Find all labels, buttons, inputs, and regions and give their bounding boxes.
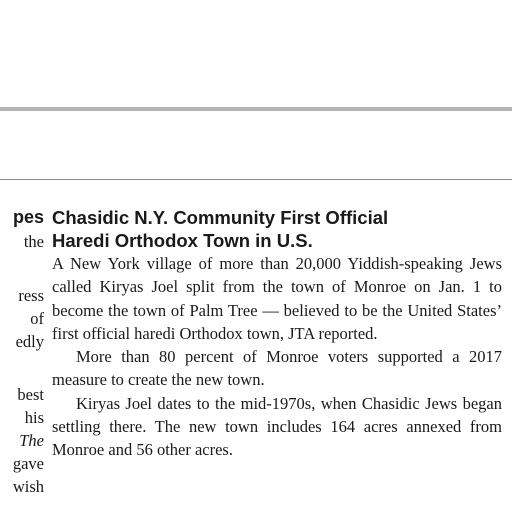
- adjacent-column-fragment: [0, 0, 44, 512]
- top-divider: [0, 107, 512, 111]
- adjacent-text-fragment: the: [23, 232, 44, 251]
- adjacent-headline-fragment: pes: [12, 207, 44, 227]
- headline-line: Haredi Orthodox Town in U.S.: [52, 230, 313, 251]
- article-headline: [52, 206, 502, 252]
- article-paragraph: More than 80 percent of Monroe voters supported a 2017 measure to create the new town.: [52, 347, 502, 390]
- news-article: [52, 206, 502, 462]
- adjacent-text-fragment: his: [24, 408, 44, 427]
- adjacent-text-fragment: of: [30, 309, 44, 328]
- adjacent-text-fragment: edly: [15, 332, 44, 351]
- adjacent-text-fragment: best: [17, 385, 44, 404]
- article-paragraph: A New York village of more than 20,000 Yiddish-speaking Jews called Kiryas Joel split from the town of Monroe on Jan. 1 to become the town of Palm Tree — believed to be the United States’ first official haredi Orthodox town, JTA reported.: [52, 254, 502, 343]
- adjacent-text-fragment: The: [19, 431, 44, 450]
- adjacent-text-fragment: ress: [18, 286, 44, 305]
- headline-line: Chasidic N.Y. Community First Official: [52, 207, 389, 228]
- article-body: [52, 252, 502, 462]
- section-divider: [0, 179, 512, 180]
- adjacent-text-fragment: wish: [12, 477, 44, 496]
- adjacent-text-fragment: gave: [12, 454, 44, 473]
- article-paragraph: Kiryas Joel dates to the mid-1970s, when Chasidic Jews began settling there. The new town includes 164 acres annexed from Monroe and 56 other acres.: [52, 393, 502, 460]
